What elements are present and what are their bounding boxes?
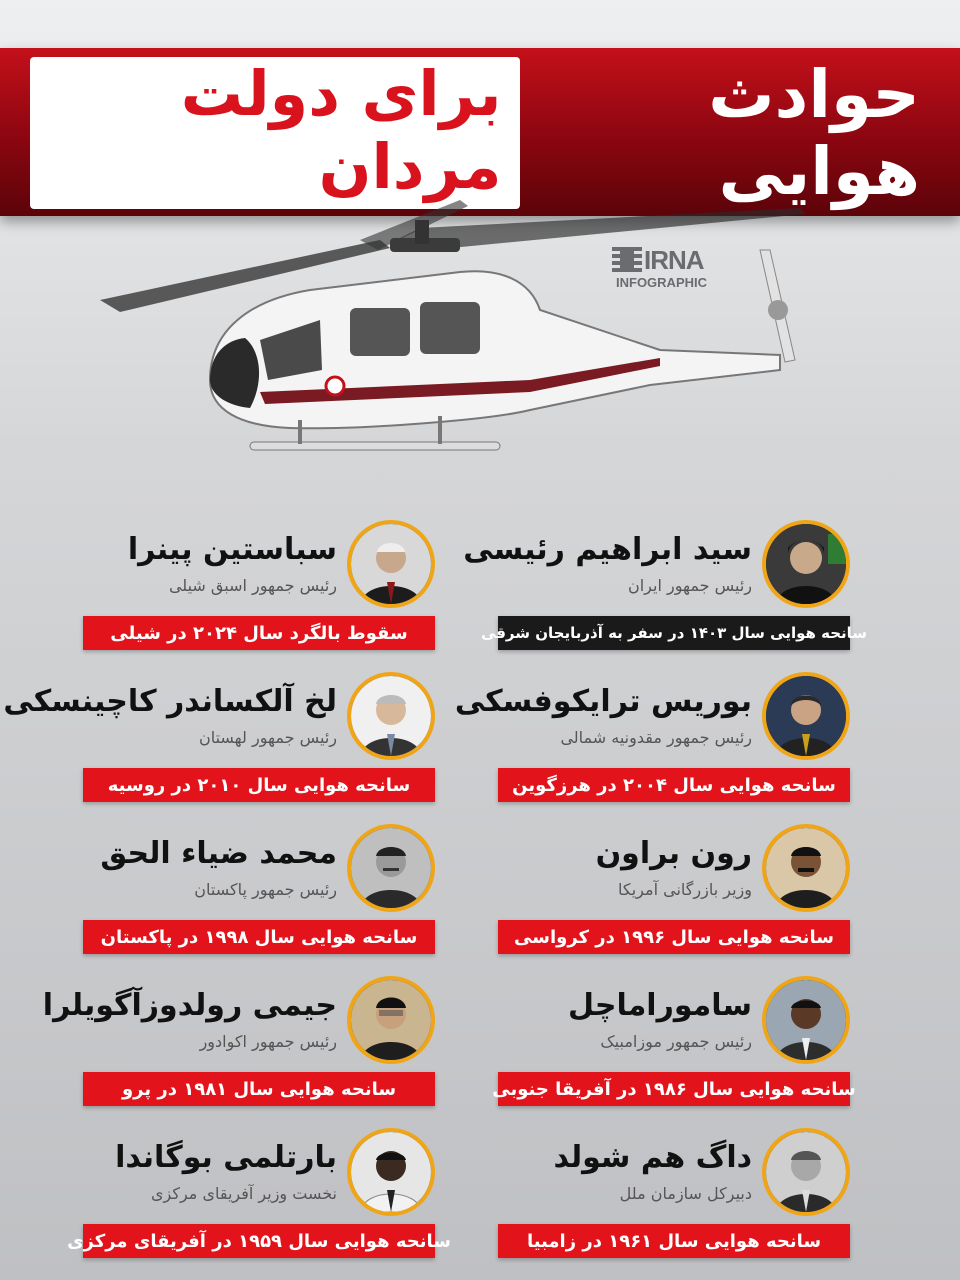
person-role: وزیر بازرگانی آمریکا	[618, 880, 752, 899]
page-title	[30, 56, 920, 210]
person-name: سباستین پینرا	[127, 532, 337, 567]
person-card	[490, 1128, 850, 1264]
helicopter-image	[60, 180, 840, 480]
person-role: رئیس جمهور ایران	[627, 576, 752, 595]
person-name: ساموراماچل	[568, 988, 752, 1023]
portrait-avatar	[347, 824, 435, 912]
person-role: رئیس جمهور موزامبیک	[600, 1032, 752, 1051]
title-highlight: برای دولت مردان	[30, 57, 520, 209]
person-card	[67, 1128, 451, 1264]
person-name: داگ هم شولد	[553, 1140, 752, 1175]
person-card	[490, 824, 850, 960]
person-role: رئیس جمهور اکوادور	[199, 1032, 337, 1051]
person-name: محمد ضیاء الحق	[100, 836, 337, 871]
incident-bar: سقوط بالگرد سال ۲۰۲۴ در شیلی	[83, 616, 435, 650]
incident-bar: سانحه هوایی سال ۲۰۰۴ در هرزگوین	[498, 768, 850, 802]
person-name: سید ابراهیم رئیسی	[463, 532, 752, 567]
portrait-avatar	[347, 672, 435, 760]
portrait-avatar	[347, 1128, 435, 1216]
person-role: رئیس جمهور مقدونیه شمالی	[560, 728, 752, 747]
portrait-avatar	[347, 520, 435, 608]
person-card	[490, 976, 856, 1112]
incident-bar: سانحه هوایی سال ۱۹۸۱ در پرو	[83, 1072, 435, 1106]
person-role: رئیس جمهور لهستان	[198, 728, 337, 747]
portrait-avatar	[762, 672, 850, 760]
portrait-avatar	[762, 1128, 850, 1216]
incident-bar: سانحه هوایی سال ۱۹۶۱ در زامبیا	[498, 1224, 850, 1258]
person-card	[75, 520, 435, 656]
incident-bar: سانحه هوایی سال ۱۴۰۳ در سفر به آذربایجان شرقی	[498, 616, 850, 650]
person-name: بوریس ترایکوفسکی	[454, 684, 752, 719]
incident-bar: سانحه هوایی سال ۲۰۱۰ در روسیه	[83, 768, 435, 802]
title-main: حوادث هوایی	[708, 56, 920, 210]
person-name: جیمی رولدوزآگویلرا	[42, 988, 337, 1023]
logo-brand: IRNA	[644, 245, 704, 275]
person-role: نخست وزیر آفریقای مرکزی	[151, 1184, 337, 1203]
incident-bar: سانحه هوایی سال ۱۹۹۸ در پاکستان	[83, 920, 435, 954]
person-name: رون براون	[595, 836, 752, 871]
logo-subtitle: INFOGRAPHIC	[616, 275, 707, 290]
person-card	[454, 672, 850, 808]
portrait-avatar	[347, 976, 435, 1064]
person-role: رئیس جمهور پاکستان	[194, 880, 337, 899]
incident-bar: سانحه هوایی سال ۱۹۵۹ در آفریقای مرکزی	[83, 1224, 435, 1258]
person-card	[463, 520, 868, 656]
person-card	[75, 824, 435, 960]
incident-bar: سانحه هوایی سال ۱۹۸۶ در آفریقا جنوبی	[498, 1072, 850, 1106]
person-card	[42, 976, 435, 1112]
person-card	[3, 672, 435, 808]
person-role: دبیرکل سازمان ملل	[619, 1184, 752, 1203]
person-name: بارتلمی بوگاندا	[115, 1140, 337, 1175]
person-role: رئیس جمهور اسبق شیلی	[168, 576, 337, 595]
person-name: لخ آلکساندر کاچینسکی	[3, 684, 337, 719]
portrait-avatar	[762, 520, 850, 608]
incident-bar: سانحه هوایی سال ۱۹۹۶ در کرواسی	[498, 920, 850, 954]
portrait-avatar	[762, 824, 850, 912]
portrait-avatar	[762, 976, 850, 1064]
